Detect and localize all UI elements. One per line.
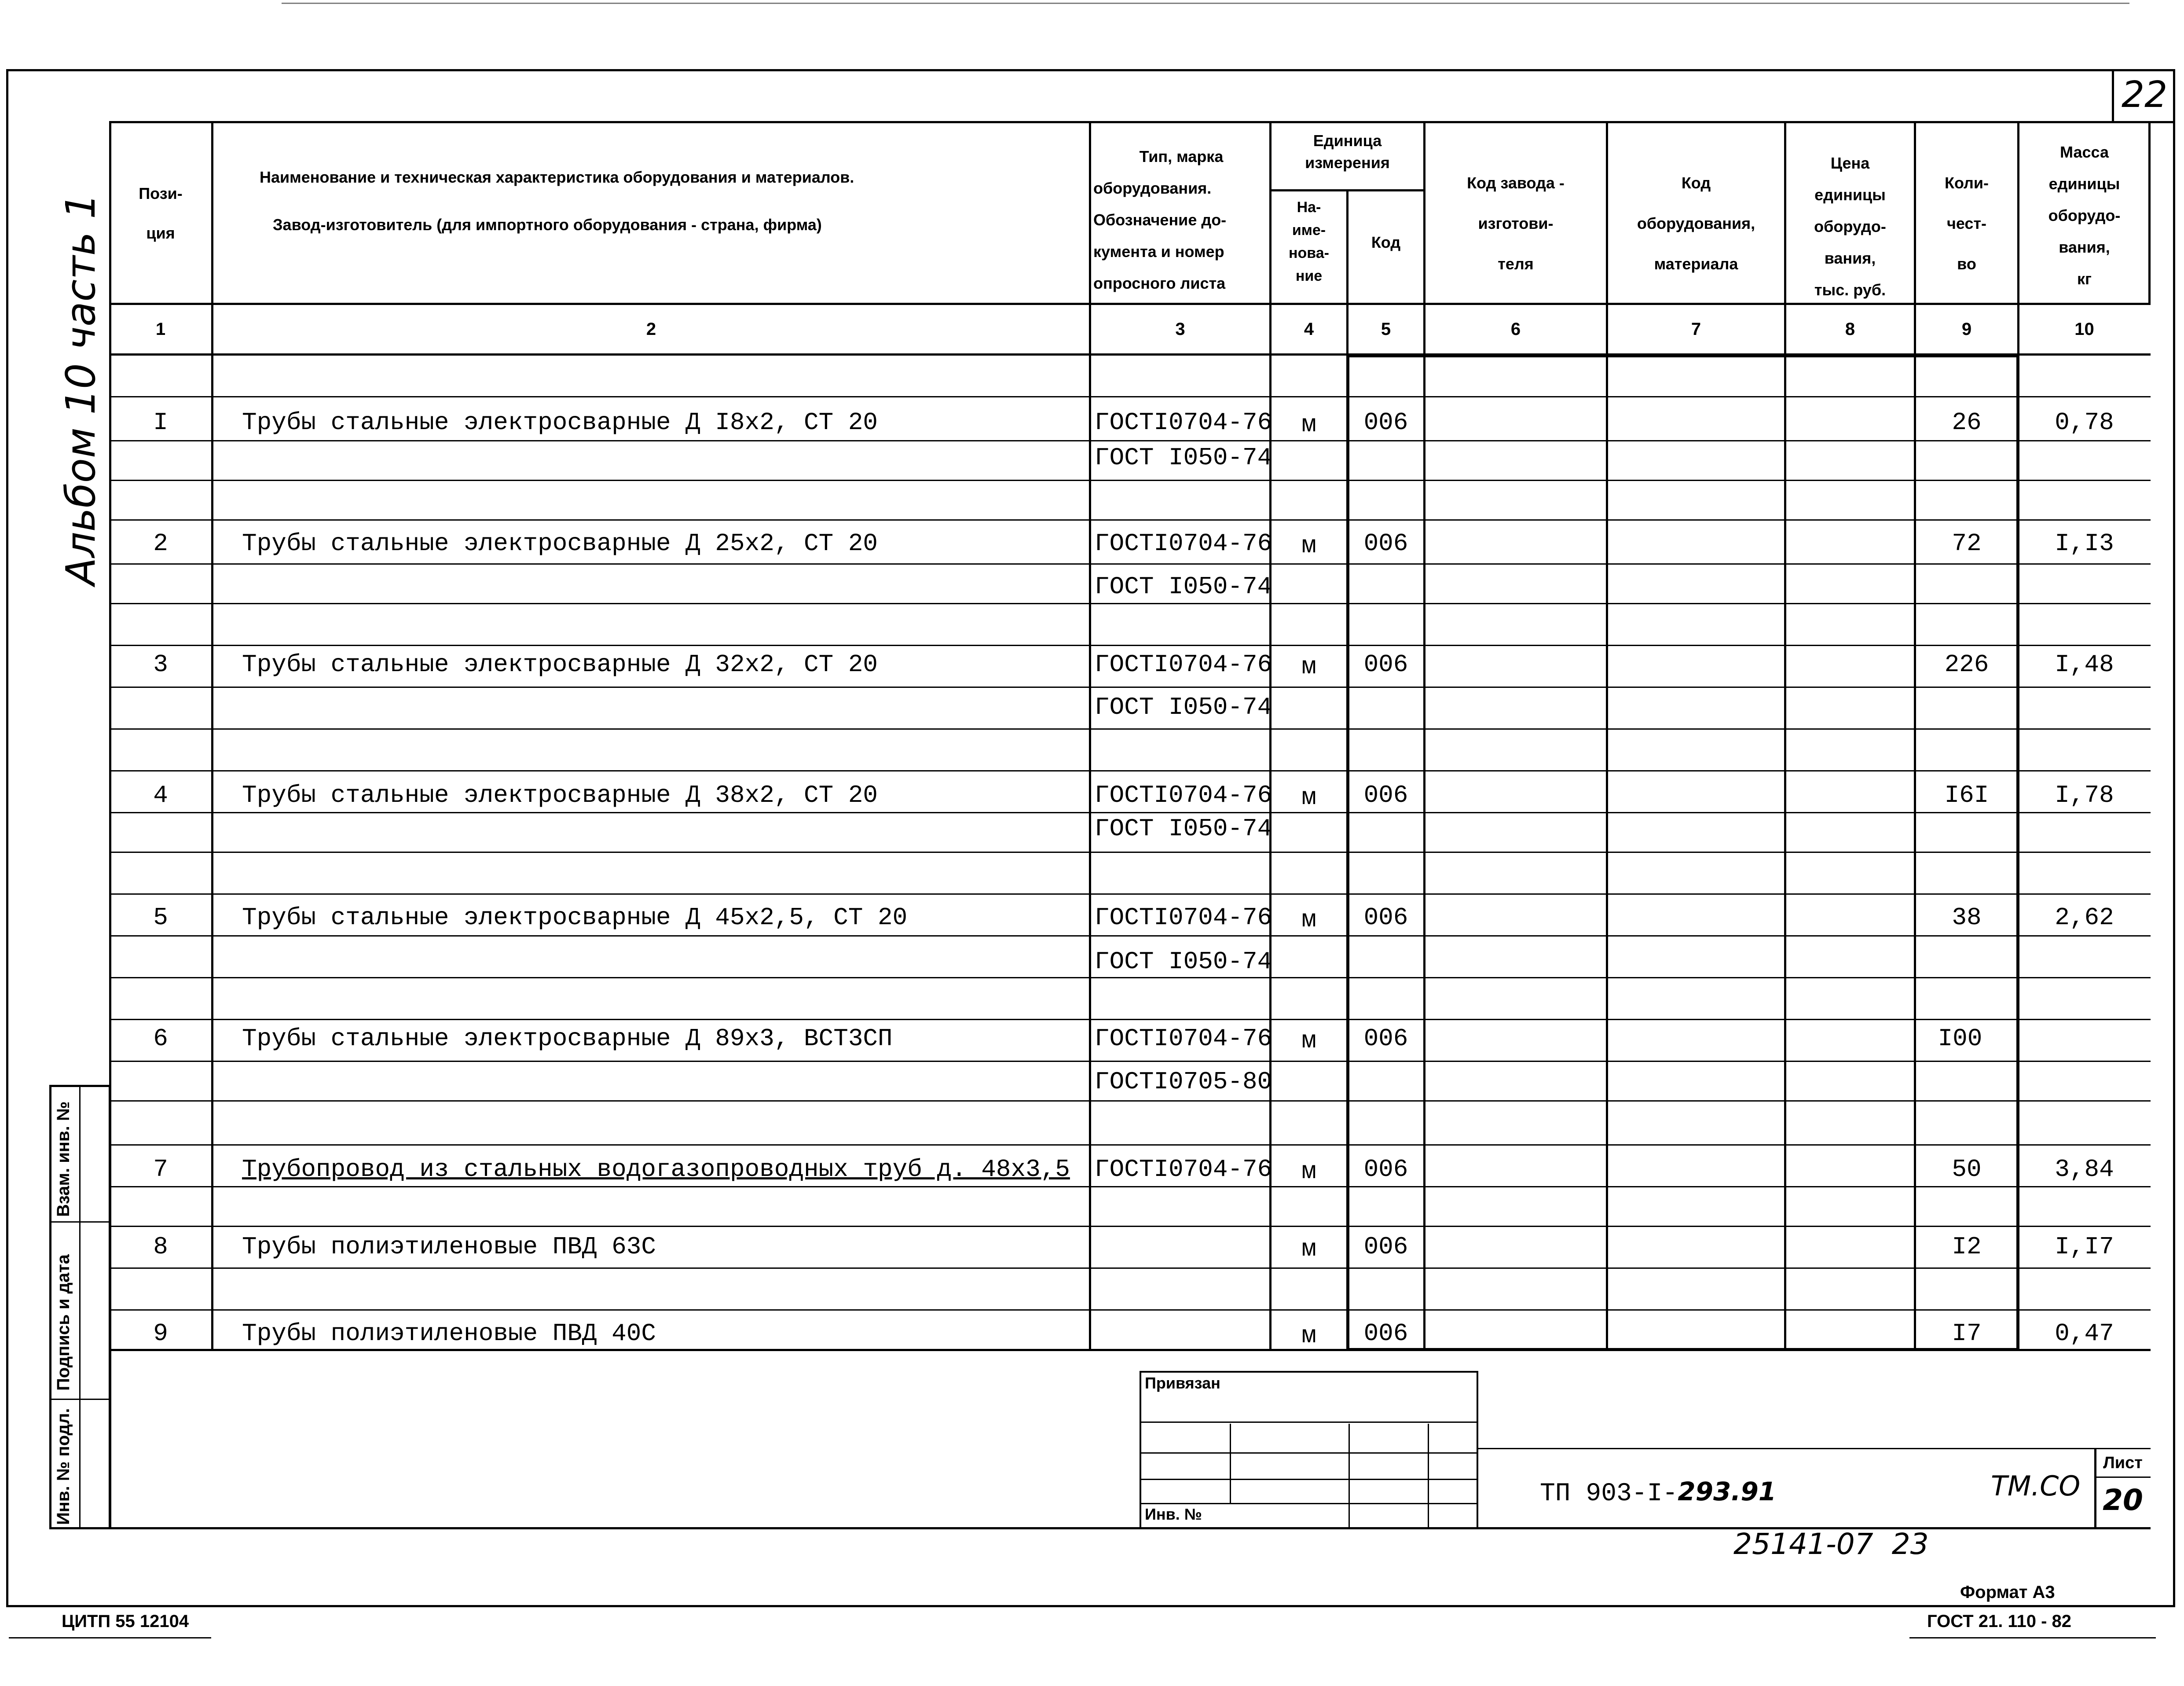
album-side-note: Альбом 10 часть 1 bbox=[57, 193, 104, 585]
row-unit: м bbox=[1301, 906, 1316, 934]
title-block-line bbox=[1478, 1448, 2151, 1449]
row-line bbox=[109, 1100, 2151, 1102]
row-qty: I7 bbox=[1952, 1319, 1982, 1348]
footer-gost: ГОСТ 21. 110 - 82 bbox=[1927, 1612, 2071, 1631]
row-unit: м bbox=[1301, 1235, 1316, 1263]
row-code: 006 bbox=[1363, 529, 1408, 558]
header-col4: На- име- нова- ние bbox=[1289, 199, 1329, 284]
row-line bbox=[109, 603, 2151, 604]
row-code: 006 bbox=[1363, 1155, 1408, 1183]
row-name: Трубы стальные электросварные Д I8x2, СТ 20 bbox=[242, 408, 878, 437]
list-label: Лист bbox=[2103, 1454, 2143, 1472]
colnum-9: 9 bbox=[1961, 320, 1972, 339]
row-doc: ГОСТI0704-76 bbox=[1095, 529, 1272, 558]
colnum-6: 6 bbox=[1510, 320, 1521, 339]
row-mass: I,I7 bbox=[2055, 1233, 2114, 1261]
row-name: Трубы стальные электросварные Д 32x2, СТ 20 bbox=[242, 650, 878, 679]
colnum-8: 8 bbox=[1845, 320, 1855, 339]
row-line bbox=[109, 1144, 2151, 1146]
row-unit: м bbox=[1301, 1322, 1316, 1350]
colnum-5: 5 bbox=[1381, 320, 1391, 339]
stamp-line bbox=[1349, 1424, 1350, 1529]
stamp-line bbox=[1230, 1424, 1231, 1503]
footer-rule bbox=[1909, 1637, 2156, 1638]
colnum-3: 3 bbox=[1175, 320, 1185, 339]
row-line bbox=[109, 1226, 2151, 1227]
row-doc: ГОСТI0704-76 bbox=[1095, 904, 1272, 932]
row-name: Трубопровод из стальных водогазопроводных труб д. 48x3,5 bbox=[242, 1155, 1070, 1183]
section-code: ТМ.СО bbox=[1991, 1470, 2081, 1502]
header-col10: Масса единицы оборудо- вания, кг bbox=[2048, 143, 2121, 288]
row-line bbox=[109, 480, 2151, 481]
row-mass: I,78 bbox=[2055, 781, 2114, 809]
row-doc: ГОСТ I050-74 bbox=[1095, 444, 1272, 472]
list-value: 20 bbox=[2103, 1483, 2143, 1517]
row-pos: 4 bbox=[153, 781, 168, 809]
row-mass: I,I3 bbox=[2055, 529, 2114, 558]
row-code: 006 bbox=[1363, 1025, 1408, 1053]
row-doc: ГОСТ I050-74 bbox=[1095, 693, 1272, 721]
footer-citp: ЦИТП 55 12104 bbox=[62, 1612, 189, 1631]
side-stamp-divider bbox=[79, 1085, 81, 1529]
row-line bbox=[109, 728, 2151, 730]
row-code: 006 bbox=[1363, 781, 1408, 809]
header-unit-group: Единица измерения bbox=[1305, 132, 1390, 172]
row-code: 006 bbox=[1363, 904, 1408, 932]
row-unit: м bbox=[1301, 532, 1316, 560]
row-unit: м bbox=[1301, 1157, 1316, 1186]
row-mass: 3,84 bbox=[2055, 1155, 2114, 1183]
row-qty: 50 bbox=[1952, 1155, 1982, 1183]
row-pos: 2 bbox=[153, 529, 168, 558]
inv-no-label: Инв. № bbox=[1145, 1505, 1202, 1523]
row-name: Трубы стальные электросварные Д 45x2,5, СТ 20 bbox=[242, 904, 908, 932]
row-code: 006 bbox=[1363, 650, 1408, 679]
row-pos: 5 bbox=[153, 904, 168, 932]
row-doc: ГОСТI0705-80 bbox=[1095, 1068, 1272, 1096]
privyazan-label: Привязан bbox=[1145, 1374, 1220, 1392]
row-qty: I00 bbox=[1938, 1025, 1982, 1053]
row-pos: I bbox=[153, 408, 168, 437]
row-unit: м bbox=[1301, 783, 1316, 812]
stamp-line bbox=[1140, 1422, 1478, 1423]
footer-rule-left bbox=[9, 1637, 211, 1638]
row-line bbox=[109, 935, 2151, 937]
row-qty: 26 bbox=[1952, 408, 1982, 437]
row-name: Трубы стальные электросварные Д 38x2, СТ 20 bbox=[242, 781, 878, 809]
row-line bbox=[109, 977, 2151, 978]
colnum-2: 2 bbox=[646, 320, 656, 339]
header-col2-line2: Завод-изготовитель (для импортного оборудования - страна, фирма) bbox=[273, 216, 822, 234]
header-col7: Код оборудования, материала bbox=[1637, 174, 1755, 273]
row-name: Трубы стальные электросварные Д 89x3, ВСТ3СП bbox=[242, 1025, 893, 1053]
header-col2-line1: Наименование и техническая характеристика оборудования и материалов. bbox=[260, 168, 854, 186]
row-name: Трубы стальные электросварные Д 25x2, СТ 20 bbox=[242, 529, 878, 558]
side-stamp-sep bbox=[49, 1399, 111, 1400]
row-line bbox=[109, 645, 2151, 646]
row-unit: м bbox=[1301, 411, 1316, 439]
doc-code: ТП 903-I-293.91 bbox=[1540, 1477, 1777, 1508]
row-line bbox=[109, 687, 2151, 688]
side-stamp-inv-podl: Инв. № подл. bbox=[54, 1408, 73, 1525]
colnum-10: 10 bbox=[2074, 320, 2094, 339]
row-qty: I6I bbox=[1944, 781, 1989, 809]
row-doc: ГОСТ I050-74 bbox=[1095, 948, 1272, 976]
side-stamp-podpis: Подпись и дата bbox=[54, 1254, 73, 1391]
row-line bbox=[109, 1186, 2151, 1187]
page-number: 22 bbox=[2122, 74, 2168, 116]
row-unit: м bbox=[1301, 1027, 1316, 1055]
row-pos: 6 bbox=[153, 1025, 168, 1053]
row-mass: 0,78 bbox=[2055, 408, 2114, 437]
header-col6: Код завода - изготови- теля bbox=[1467, 174, 1565, 273]
colnum-7: 7 bbox=[1691, 320, 1701, 339]
header-col3: Тип, марка оборудования. Обозначение до- кумента и номер опросного листа bbox=[1093, 147, 1227, 292]
colnum-1: 1 bbox=[155, 320, 166, 339]
row-line bbox=[109, 563, 2151, 565]
row-line bbox=[109, 893, 2151, 895]
row-line bbox=[109, 1309, 2151, 1311]
row-doc: ГОСТ I050-74 bbox=[1095, 573, 1272, 601]
row-code: 006 bbox=[1363, 1319, 1408, 1348]
row-doc: ГОСТ I050-74 bbox=[1095, 815, 1272, 843]
row-code: 006 bbox=[1363, 408, 1408, 437]
row-line bbox=[109, 519, 2151, 521]
top-rule bbox=[282, 3, 2129, 4]
row-line bbox=[109, 440, 2151, 441]
row-pos: 8 bbox=[153, 1233, 168, 1261]
row-mass: 0,47 bbox=[2055, 1319, 2114, 1348]
row-line bbox=[109, 1019, 2151, 1020]
row-line bbox=[109, 1061, 2151, 1062]
row-mass: I,48 bbox=[2055, 650, 2114, 679]
row-doc: ГОСТI0704-76 bbox=[1095, 1155, 1272, 1183]
row-doc: ГОСТI0704-76 bbox=[1095, 781, 1272, 809]
side-stamp-sep bbox=[49, 1221, 111, 1223]
header-col1: Пози- ция bbox=[139, 184, 183, 242]
row-code: 006 bbox=[1363, 1233, 1408, 1261]
row-line bbox=[109, 852, 2151, 853]
row-qty: 226 bbox=[1944, 650, 1989, 679]
header-col5: Код bbox=[1371, 233, 1401, 251]
row-pos: 7 bbox=[153, 1155, 168, 1183]
list-box-line bbox=[2094, 1477, 2151, 1478]
row-name: Трубы полиэтиленовые ПВД 63С bbox=[242, 1233, 656, 1261]
colnum-4: 4 bbox=[1304, 320, 1314, 339]
unit-group-line bbox=[1269, 189, 1425, 191]
row-mass: 2,62 bbox=[2055, 904, 2114, 932]
footer-format: Формат А3 bbox=[1960, 1583, 2055, 1602]
row-qty: 72 bbox=[1952, 529, 1982, 558]
row-line bbox=[109, 770, 2151, 771]
row-pos: 9 bbox=[153, 1319, 168, 1348]
row-pos: 3 bbox=[153, 650, 168, 679]
stamp-line bbox=[1428, 1424, 1429, 1529]
header-col8: Цена единицы оборудо- вания, тыс. руб. bbox=[1814, 154, 1886, 299]
header-col9: Коли- чест- во bbox=[1944, 174, 1989, 273]
row-doc: ГОСТI0704-76 bbox=[1095, 1025, 1272, 1053]
table-body-bottom bbox=[109, 1349, 2151, 1351]
side-stamp-vzam: Взам. инв. № bbox=[54, 1101, 73, 1217]
row-name: Трубы полиэтиленовые ПВД 40С bbox=[242, 1319, 656, 1348]
row-line bbox=[109, 1267, 2151, 1269]
row-line bbox=[109, 396, 2151, 397]
row-doc: ГОСТI0704-76 bbox=[1095, 408, 1272, 437]
archive-number: 25141-07 23 bbox=[1733, 1527, 1929, 1561]
row-unit: м bbox=[1301, 653, 1316, 681]
row-qty: I2 bbox=[1952, 1233, 1982, 1261]
row-doc: ГОСТI0704-76 bbox=[1095, 650, 1272, 679]
row-qty: 38 bbox=[1952, 904, 1982, 932]
